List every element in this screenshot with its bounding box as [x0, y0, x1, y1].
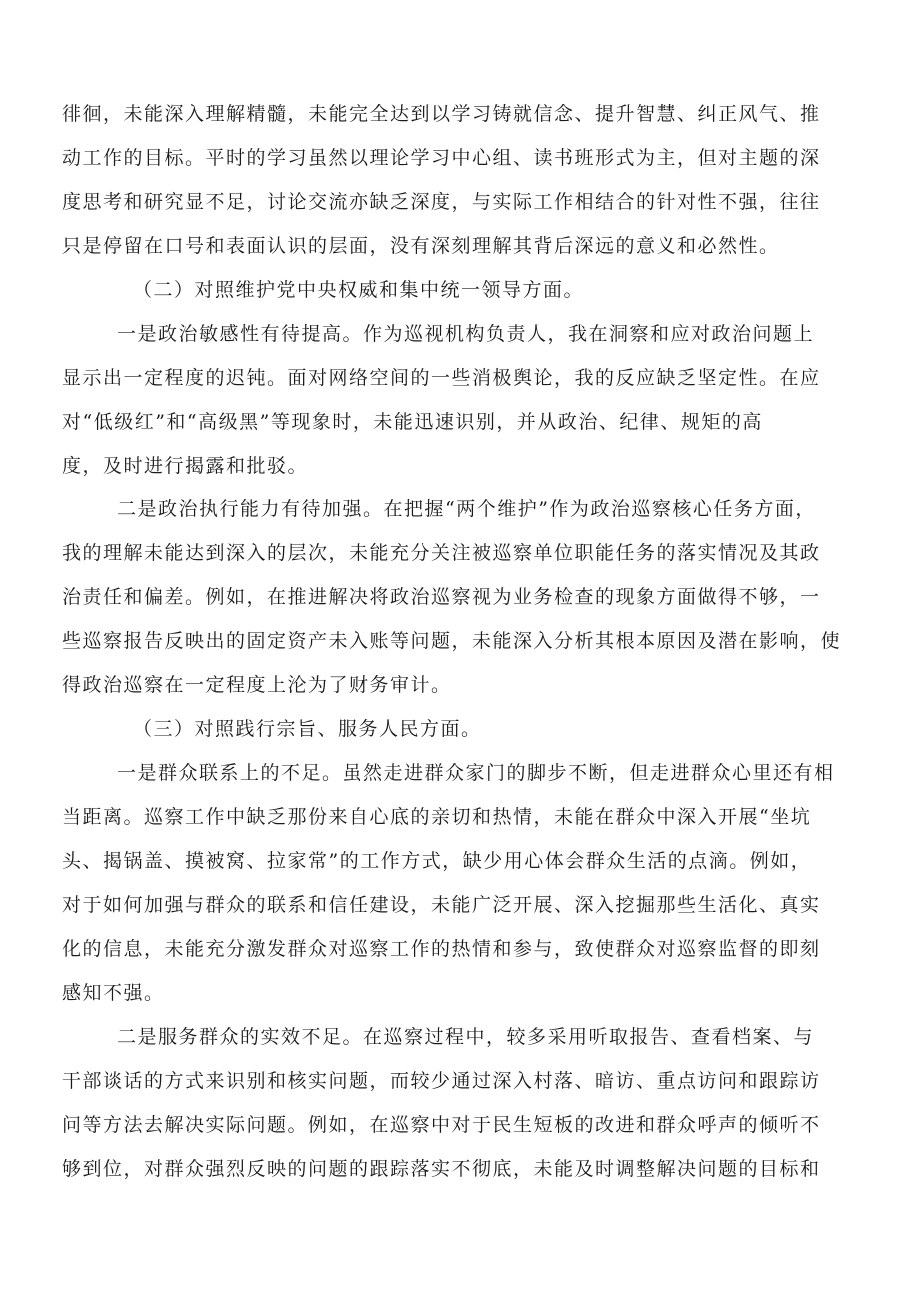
text-line: 对“低级红”和“高级黑”等现象时，未能迅速识别，并从政治、纪律、规矩的高: [62, 411, 763, 433]
text-line: 二是政治执行能力有待加强。在把握“两个维护”作为政治巡察核心任务方面，: [117, 498, 816, 520]
text-line: 感知不强。: [62, 982, 165, 1004]
text-line: 得政治巡察在一定程度上沦为了财务审计。: [62, 674, 452, 696]
text-line: 干部谈话的方式来识别和核实问题，而较少通过深入村落、暗访、重点访问和跟踪访: [62, 1070, 821, 1092]
text-line: 治责任和偏差。例如，在推进解决将政治巡察视为业务检查的现象方面做得不够，一: [62, 586, 821, 608]
text-line: 一是政治敏感性有待提高。作为巡视机构负责人，我在洞察和应对政治问题上: [117, 323, 815, 345]
text-line: 头、揭锅盖、摸被窝、拉家常”的工作方式，缺少用心体会群众生活的点滴。例如，: [62, 850, 812, 872]
text-line: 显示出一定程度的迟钝。面对网络空间的一些消极舆论，我的反应缺乏坚定性。在应: [62, 367, 821, 389]
section-heading: （二）对照维护党中央权威和集中统一领导方面。: [133, 279, 585, 301]
text-line: 动工作的目标。平时的学习虽然以理论学习中心组、读书班形式为主，但对主题的深: [62, 147, 821, 169]
text-line: 当距离。巡察工作中缺乏那份来自心底的亲切和热情，未能在群众中深入开展“坐坑: [62, 806, 812, 828]
text-line: 些巡察报告反映出的固定资产未入账等问题，未能深入分析其根本原因及潜在影响，使: [62, 630, 842, 652]
text-line: 我的理解未能达到深入的层次，未能充分关注被巡察单位职能任务的落实情况及其政: [62, 542, 821, 564]
text-line: 对于如何加强与群众的联系和信任建设，未能广泛开展、深入挖掘那些生活化、真实: [62, 894, 821, 916]
text-line: 二是服务群众的实效不足。在巡察过程中，较多采用听取报告、查看档案、与: [117, 1026, 815, 1048]
text-line: 度，及时进行揭露和批驳。: [62, 455, 309, 477]
text-line: 徘徊，未能深入理解精髓，未能完全达到以学习铸就信念、提升智慧、纠正风气、推: [62, 103, 821, 125]
text-line: 只是停留在口号和表面认识的层面，没有深刻理解其背后深远的意义和必然性。: [62, 235, 780, 257]
text-line: 够到位，对群众强烈反映的问题的跟踪落实不彻底，未能及时调整解决问题的目标和: [62, 1158, 821, 1180]
text-line: 一是群众联系上的不足。虽然走进群众家门的脚步不断，但走进群众心里还有相: [117, 762, 835, 784]
section-heading: （三）对照践行宗旨、服务人民方面。: [133, 718, 482, 740]
text-line: 化的信息，未能充分激发群众对巡察工作的热情和参与，致使群众对巡察监督的即刻: [62, 938, 821, 960]
text-line: 问等方法去解决实际问题。例如，在巡察中对于民生短板的改进和群众呼声的倾听不: [62, 1114, 821, 1136]
text-line: 度思考和研究显不足，讨论交流亦缺乏深度，与实际工作相结合的针对性不强，往往: [62, 191, 821, 213]
